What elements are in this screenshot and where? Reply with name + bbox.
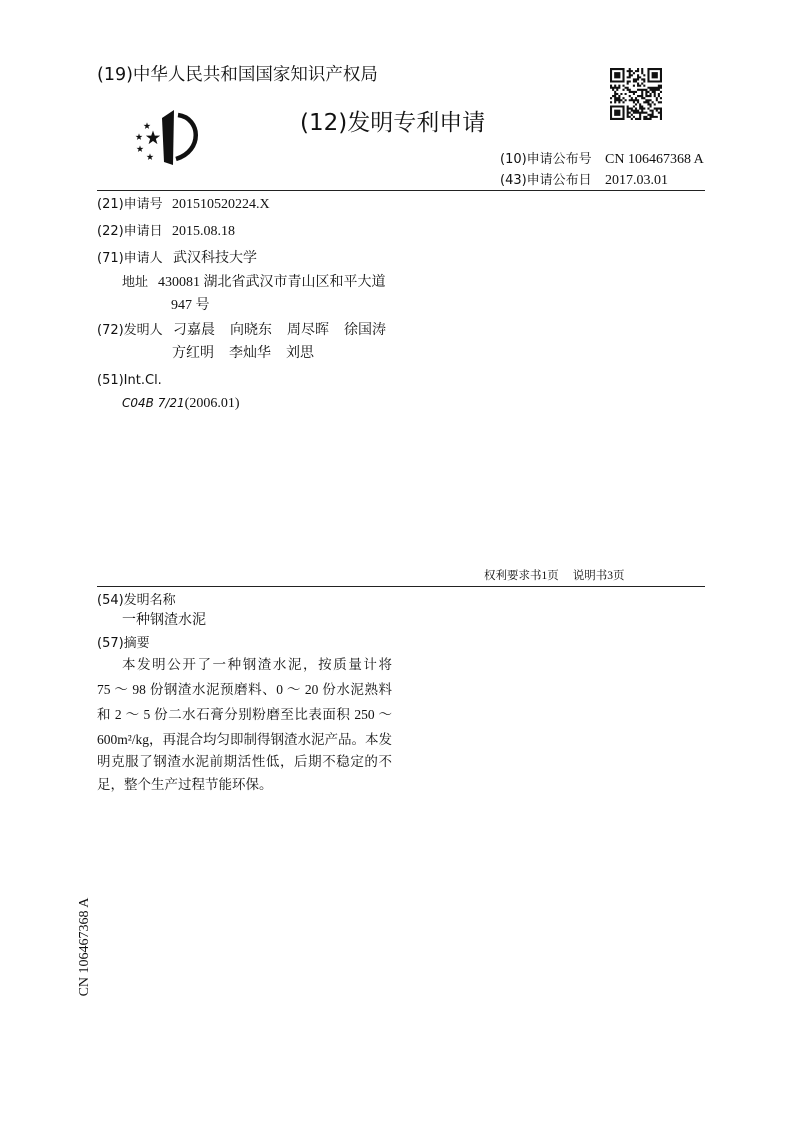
address-label: 地址 — [122, 275, 149, 290]
filing-date-label: (22)申请日 — [97, 224, 163, 239]
ipc-version: (2006.01) — [184, 396, 240, 411]
address-line-2: 947 号 — [171, 298, 210, 313]
abstract-line: 本发明公开了一种钢渣水泥，按质量计将 — [122, 657, 392, 672]
abstract-line: 明克服了钢渣水泥前期活性低，后期不稳定的不 — [97, 754, 392, 769]
section-divider — [97, 586, 705, 587]
publication-number-label: (10)申请公布号 — [500, 152, 592, 167]
inventor-name: 方红明 — [172, 346, 214, 361]
filing-date-row — [97, 224, 235, 240]
application-number-row — [97, 197, 270, 213]
ipc-code: C04B 7/21 — [122, 396, 185, 410]
inventor-name: 向晓东 — [230, 323, 272, 338]
issuing-office: (19)中华人民共和国国家知识产权局 — [97, 65, 378, 85]
abstract-label-row — [97, 636, 150, 652]
classification-row — [97, 373, 162, 389]
qr-code-icon — [610, 68, 662, 120]
description-page-count: 说明书3页 — [572, 570, 625, 582]
application-number-value: 201510520224.X — [172, 197, 270, 212]
side-publication-number: CN 106467368 A — [77, 897, 92, 997]
title-label: (54)发明名称 — [97, 593, 176, 608]
invention-title: 一种钢渣水泥 — [122, 613, 206, 628]
publication-date-row — [500, 173, 668, 189]
application-number-label: (21)申请号 — [97, 197, 163, 212]
publication-date-value: 2017.03.01 — [605, 173, 668, 188]
publication-number-value: CN 106467368 A — [605, 152, 704, 167]
abstract-line: 600m²/kg，再混合均匀即制得钢渣水泥产品。本发 — [97, 732, 393, 747]
publication-number-row — [500, 152, 704, 168]
abstract-line: 足，整个生产过程节能环保。 — [97, 777, 273, 792]
inventor-name: 徐国涛 — [344, 323, 386, 338]
applicant-value: 武汉科技大学 — [173, 251, 257, 266]
address-line-1: 430081 湖北省武汉市青山区和平大道 — [158, 275, 386, 290]
applicant-row — [97, 251, 257, 267]
applicant-label: (71)申请人 — [97, 251, 163, 266]
title-row — [122, 613, 206, 629]
ipc-row — [122, 395, 239, 412]
inventor-name: 刘思 — [286, 346, 314, 361]
cnipa-emblem-icon — [128, 104, 206, 170]
header-divider — [97, 190, 705, 191]
page-counts — [484, 569, 625, 584]
title-label-row — [97, 593, 176, 609]
publication-date-label: (43)申请公布日 — [500, 173, 592, 188]
claims-page-count: 权利要求书1页 — [484, 570, 559, 582]
address-row — [122, 275, 386, 291]
inventor-name: 周尽晖 — [287, 323, 329, 338]
address-row-2 — [171, 298, 210, 314]
inventors-row — [97, 323, 401, 339]
abstract-label: (57)摘要 — [97, 636, 150, 651]
filing-date-value: 2015.08.18 — [172, 224, 235, 239]
abstract-line: 75 ～ 98 份钢渣水泥预磨料、0 ～ 20 份水泥熟料 — [97, 682, 392, 697]
document-type-title: (12)发明专利申请 — [300, 110, 486, 136]
classification-label: (51)Int.Cl. — [97, 373, 162, 388]
qr-modules — [610, 68, 662, 120]
inventors-row-2 — [172, 346, 343, 362]
inventor-name: 刁嘉晨 — [173, 323, 215, 338]
inventors-label: (72)发明人 — [97, 323, 163, 338]
inventor-name: 李灿华 — [229, 346, 271, 361]
abstract-line: 和 2 ～ 5 份二水石膏分别粉磨至比表面积 250 ～ — [97, 707, 392, 722]
